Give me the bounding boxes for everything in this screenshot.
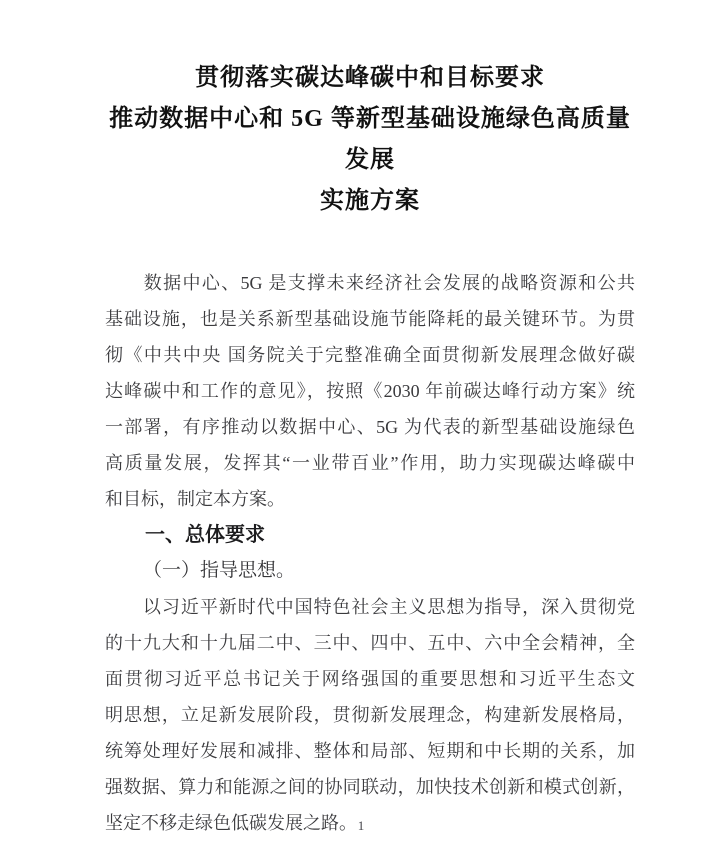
intro-paragraph (105, 265, 635, 517)
text-line: 统筹处理好发展和减排、整体和局部、短期和中长期的关系，加 (105, 741, 635, 761)
text-line: 面贯彻习近平总书记关于网络强国的重要思想和习近平生态文 (105, 669, 635, 689)
text-line: 达峰碳中和工作的意见》，按照《2030 年前碳达峰行动方案》统 (105, 381, 635, 401)
text-line: 数据中心、5G 是支撑未来经济社会发展的战略资源和公共 (105, 273, 635, 293)
text-line: 明思想，立足新发展阶段，贯彻新发展理念，构建新发展格局， (105, 705, 635, 725)
text-line: 强数据、算力和能源之间的协同联动，加快技术创新和模式创新， (105, 777, 635, 797)
document-content (105, 58, 635, 841)
title-line: 贯彻落实碳达峰碳中和目标要求 (195, 65, 545, 91)
text-line: 坚定不移走绿色低碳发展之路。 (105, 813, 357, 833)
text-line: 彻《中共中央 国务院关于完整准确全面贯彻新发展理念做好碳 (105, 345, 635, 365)
text-line: 和目标，制定本方案。 (105, 489, 285, 509)
text-line: 高质量发展，发挥其“一业带百业”作用，助力实现碳达峰碳中 (105, 453, 635, 473)
text-line: 以习近平新时代中国特色社会主义思想为指导，深入贯彻党 (105, 597, 635, 617)
document-body (105, 265, 635, 841)
section-heading: 一、总体要求 (145, 524, 265, 546)
document-title (105, 58, 635, 222)
text-line: 的十九大和十九届二中、三中、四中、五中、六中全会精神，全 (105, 633, 635, 653)
guiding-paragraph (105, 589, 635, 841)
title-line: 实施方案 (320, 188, 420, 214)
subsection-heading: （一）指导思想。 (143, 560, 296, 581)
text-line: 一部署，有序推动以数据中心、5G 为代表的新型基础设施绿色 (105, 417, 635, 437)
page-number: 1 (357, 818, 365, 833)
text-line: 基础设施，也是关系新型基础设施节能降耗的最关键环节。为贯 (105, 309, 635, 329)
title-line: 推动数据中心和 5G 等新型基础设施绿色高质量发展 (109, 106, 631, 173)
